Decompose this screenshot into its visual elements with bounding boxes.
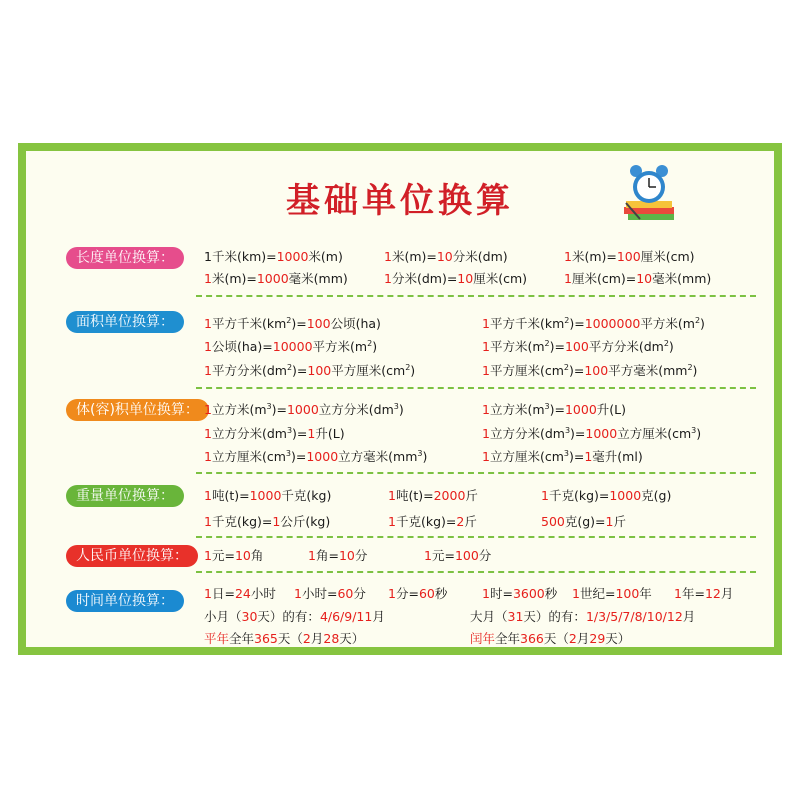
- page-title: 基础单位换算: [286, 181, 514, 221]
- divider: [196, 571, 756, 573]
- time-item-5: 1世纪=100年: [572, 586, 652, 601]
- area-item-4: 1平方米$(m^2)=100$平方分米$(dm^2)$: [482, 339, 674, 354]
- label-area: 面积单位换算：: [66, 311, 184, 333]
- time-item-2: 1小时=60分: [294, 586, 366, 601]
- divider: [196, 387, 756, 389]
- money-item-2: 1角=10分: [308, 548, 368, 563]
- time-item-6: 1年=12月: [674, 586, 734, 601]
- length-item-1: 1千米(km)=1000米(m): [204, 249, 343, 264]
- length-item-2: 1米(m)=10分米(dm): [384, 249, 508, 264]
- time-item-7: 小月（30天）的有：4/6/9/11月: [204, 609, 385, 624]
- label-money: 人民币单位换算：: [66, 545, 198, 567]
- weight-item-6: 500克(g)=1斤: [541, 514, 626, 529]
- length-item-5: 1分米(dm)=10厘米(cm): [384, 271, 528, 286]
- volume-item-3: 1立方分米$(dm^3)=1$升(L): [204, 426, 345, 441]
- weight-item-1: 1吨(t)=1000千克(kg): [204, 488, 332, 503]
- length-item-4: 1米(m)=1000毫米(mm): [204, 271, 348, 286]
- money-item-1: 1元=10角: [204, 548, 264, 563]
- label-length: 长度单位换算：: [66, 247, 184, 269]
- label-volume: 体(容)积单位换算：: [66, 399, 209, 421]
- volume-item-6: 1立方厘米$(cm^3)=1$毫升(ml): [482, 449, 643, 464]
- poster-body: [26, 151, 774, 647]
- time-item-10: 闰年全年366天（2月29天）: [470, 631, 631, 646]
- volume-item-1: 1立方米$(m^3)=1000$立方分米$(dm^3)$: [204, 402, 404, 417]
- label-time: 时间单位换算：: [66, 590, 184, 612]
- time-item-9: 平年全年365天（2月28天）: [204, 631, 365, 646]
- divider: [196, 536, 756, 538]
- time-item-8: 大月（31天）的有：1/3/5/7/8/10/12月: [470, 609, 696, 624]
- weight-item-4: 1千克(kg)=1公斤(kg): [204, 514, 331, 529]
- area-item-1: 1平方千米$(km^2)=100$公顷(ha): [204, 316, 381, 331]
- divider: [196, 472, 756, 474]
- weight-item-3: 1千克(kg)=1000克(g): [541, 488, 672, 503]
- time-item-4: 1时=3600秒: [482, 586, 558, 601]
- volume-item-4: 1立方分米$(dm^3)=1000$立方厘米$(cm^3)$: [482, 426, 702, 441]
- money-item-3: 1元=100分: [424, 548, 492, 563]
- weight-item-5: 1千克(kg)=2斤: [388, 514, 477, 529]
- length-item-6: 1厘米(cm)=10毫米(mm): [564, 271, 712, 286]
- time-item-3: 1分=60秒: [388, 586, 448, 601]
- weight-item-2: 1吨(t)=2000斤: [388, 488, 478, 503]
- alarm-clock-icon: [618, 163, 680, 225]
- divider: [196, 295, 756, 297]
- area-item-3: 1公顷(ha)=10000平方米$(m^2)$: [204, 339, 378, 354]
- time-item-1: 1日=24小时: [204, 586, 276, 601]
- length-item-3: 1米(m)=100厘米(cm): [564, 249, 695, 264]
- area-item-5: 1平方分米$(dm^2)=100$平方厘米$(cm^2)$: [204, 363, 416, 378]
- volume-item-5: 1立方厘米$(cm^3)=1000$立方毫米$(mm^3)$: [204, 449, 428, 464]
- poster-frame: [18, 143, 782, 655]
- area-item-2: 1平方千米$(km^2)=1000000$平方米$(m^2)$: [482, 316, 705, 331]
- area-item-6: 1平方厘米$(cm^2)=100$平方毫米$(mm^2)$: [482, 363, 698, 378]
- label-weight: 重量单位换算：: [66, 485, 184, 507]
- volume-item-2: 1立方米$(m^3)=1000$升(L): [482, 402, 626, 417]
